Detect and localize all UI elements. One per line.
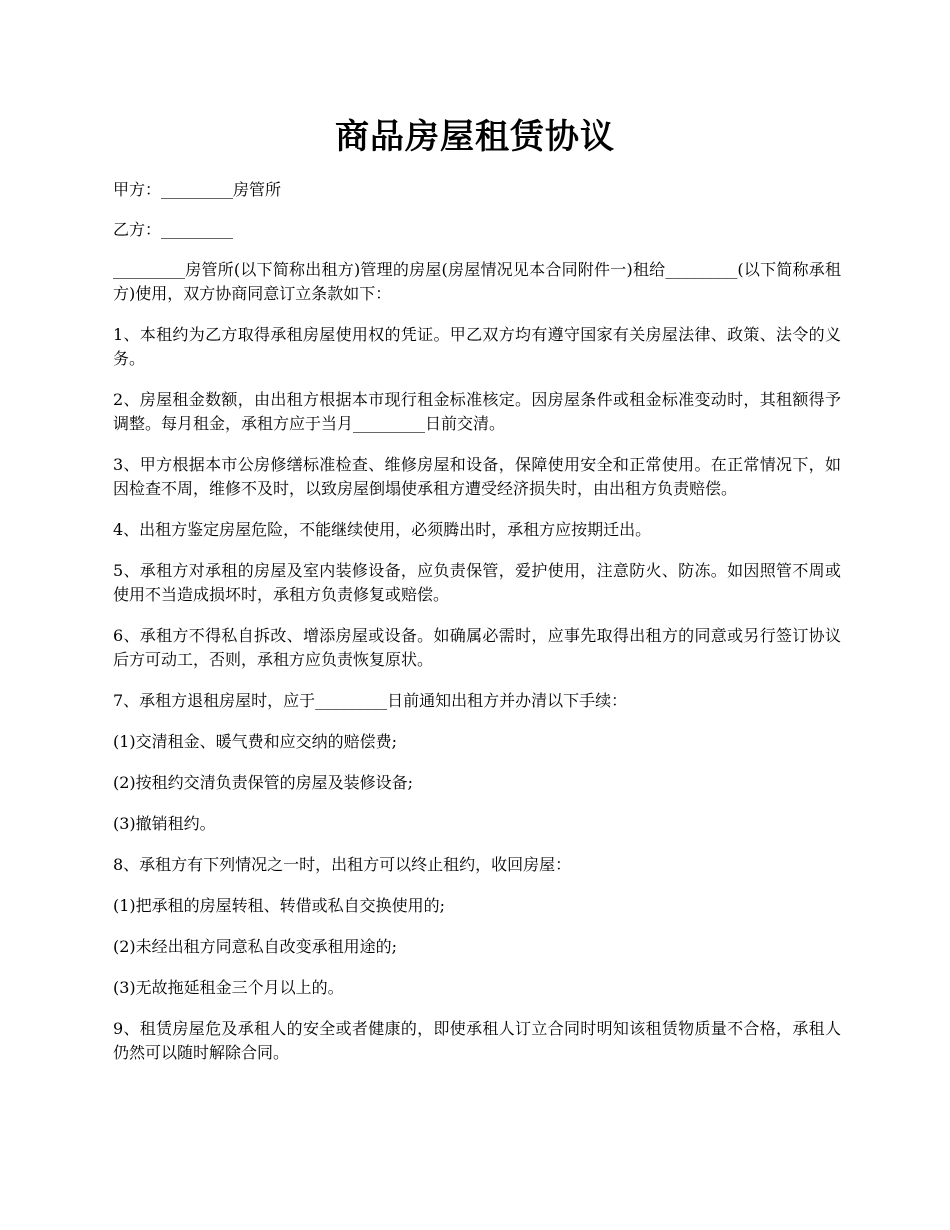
clause-8-item-2: (2)未经出租方同意私自改变承租用途的; — [113, 937, 398, 956]
clause-5: 5、承租方对承租的房屋及室内装修设备，应负责保管，爱护使用，注意防火、防冻。如因照管不周或使用不当造成损坏时，承租方负责修复或赔偿。 — [113, 561, 841, 604]
clause-4: 4、出租方鉴定房屋危险，不能继续使用，必须腾出时，承租方应按期迁出。 — [113, 520, 652, 539]
clause-8: 8、承租方有下列情况之一时，出租方可以终止租约，收回房屋： — [113, 855, 572, 874]
clause-9: 9、租赁房屋危及承租人的安全或者健康的，即使承租人订立合同时明知该租赁物质量不合格，承租人仍然可以随时解除合同。 — [113, 1019, 841, 1062]
clause-8-item-1: (1)把承租的房屋转租、转借或私自交换使用的; — [113, 896, 446, 915]
clause-6: 6、承租方不得私自拆改、增添房屋或设备。如确属必需时，应事先取得出租方的同意或另行签订协议后方可动工，否则，承租方应负责恢复原状。 — [113, 626, 841, 669]
party-b-line: 乙方：_________ — [113, 220, 234, 239]
clause-2: 2、房屋租金数额，由出租方根据本市现行租金标准核定。因房屋条件或租金标准变动时，其租额得予调整。每月租金，承租方应于当月_________日前交清。 — [113, 390, 841, 433]
intro-paragraph: _________房管所(以下简称出租方)管理的房屋(房屋情况见本合同附件一)租给_________(以下简称承租方)使用，双方协商同意订立条款如下： — [113, 260, 841, 303]
clause-3: 3、甲方根据本市公房修缮标准检查、维修房屋和设备，保障使用安全和正常使用。在正常情况下，如因检查不周，维修不及时，以致房屋倒塌使承租方遭受经济损失时，由出租方负责赔偿。 — [113, 455, 841, 498]
document-body — [113, 178, 841, 1082]
clause-7-item-2: (2)按租约交清负责保管的房屋及装修设备; — [113, 773, 414, 792]
document-title: 商品房屋租赁协议 — [335, 117, 615, 157]
clause-1: 1、本租约为乙方取得承租房屋使用权的凭证。甲乙双方均有遵守国家有关房屋法律、政策、法令的义务。 — [113, 325, 841, 368]
clause-8-item-3: (3)无故拖延租金三个月以上的。 — [113, 978, 344, 997]
clause-7-item-3: (3)撤销租约。 — [113, 814, 216, 833]
clause-7: 7、承租方退租房屋时，应于_________日前通知出租方并办清以下手续： — [113, 691, 628, 710]
clause-7-item-1: (1)交清租金、暖气费和应交纳的赔偿费; — [113, 732, 398, 751]
party-a-line: 甲方：_________房管所 — [113, 180, 282, 199]
